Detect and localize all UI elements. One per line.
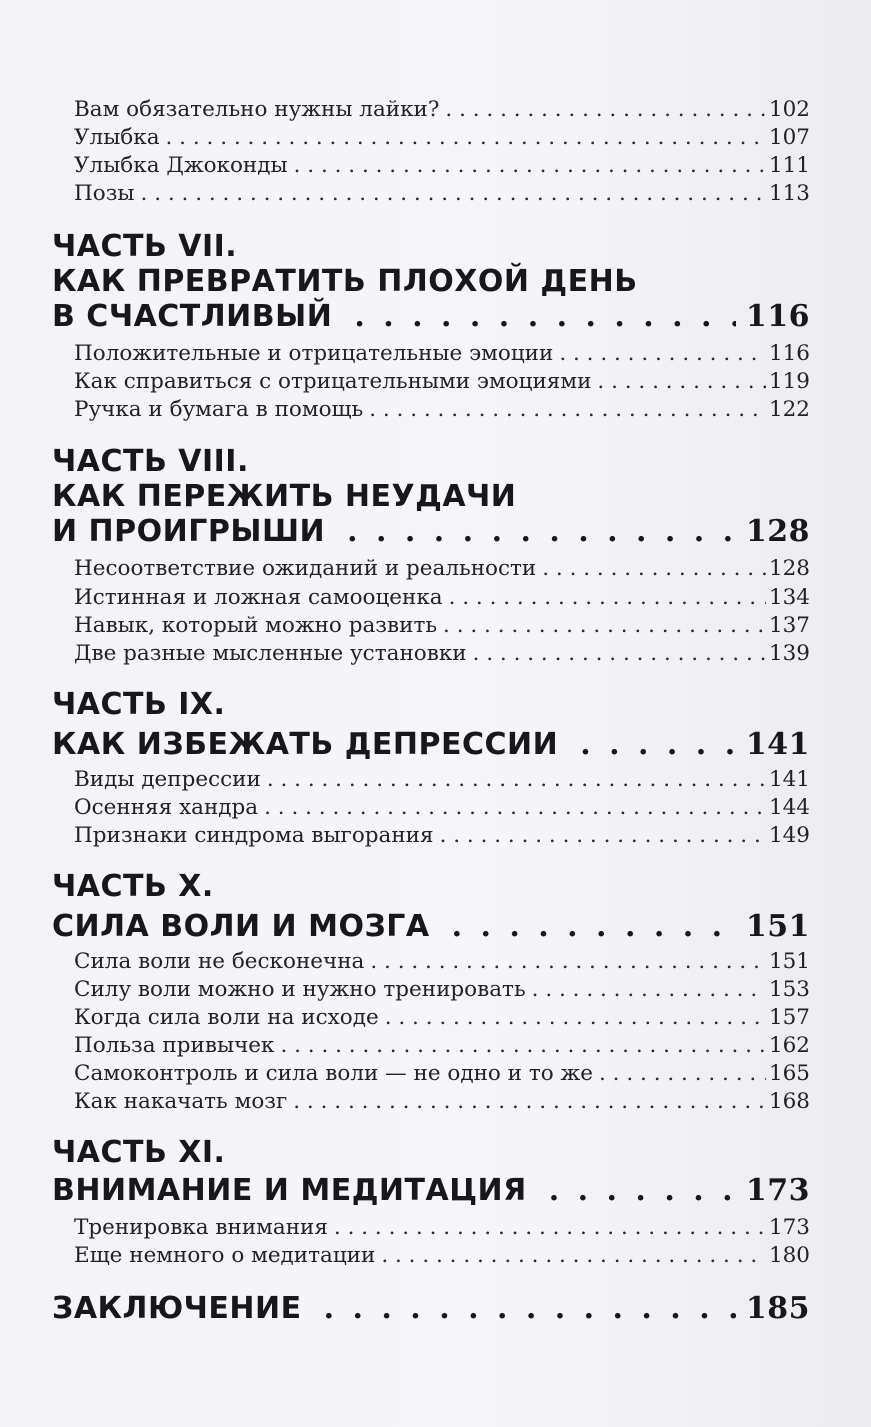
leader-dots [597, 368, 766, 396]
part-title: КАК ИЗБЕЖАТЬ ДЕПРЕССИИ [52, 727, 559, 762]
part-title-line[interactable] [52, 511, 810, 553]
leader-dots [542, 555, 766, 583]
toc-entry[interactable] [74, 1214, 810, 1242]
leader-dots [445, 96, 766, 124]
part-title: СИЛА ВОЛИ И МОЗГА [52, 909, 430, 944]
leader-dots [324, 1288, 736, 1330]
toc-entry-page: 107 [768, 125, 810, 150]
part-label: ЧАСТЬ XI. [52, 1135, 226, 1170]
leader-dots [141, 180, 766, 208]
toc-entry[interactable] [74, 1032, 810, 1060]
toc-entry-title: Осенняя хандра [74, 795, 259, 820]
part-title: КАК ПЕРЕЖИТЬ НЕУДАЧИ [52, 479, 517, 514]
leader-dots [354, 296, 736, 338]
part-label: ЧАСТЬ IX. [52, 687, 226, 722]
toc-entry-page: 113 [768, 181, 810, 206]
toc-entry[interactable] [74, 1060, 810, 1088]
toc-entry-page: 173 [768, 1215, 810, 1240]
toc-entry[interactable] [74, 584, 810, 612]
leader-dots [267, 766, 766, 794]
leader-dots [280, 1032, 766, 1060]
toc-entry[interactable] [74, 180, 810, 208]
toc-entry-page: 168 [768, 1089, 810, 1114]
leader-dots [440, 822, 766, 850]
toc-entry-title: Улыбка [74, 125, 160, 150]
toc-entry-title: Тренировка внимания [74, 1215, 328, 1240]
toc-entry[interactable] [74, 612, 810, 640]
toc-entry[interactable] [74, 396, 810, 424]
toc-entry[interactable] [74, 368, 810, 396]
toc-entry-title: Улыбка Джоконды [74, 153, 288, 178]
toc-entry-page: 111 [768, 153, 810, 178]
toc-entry-page: 151 [768, 949, 810, 974]
leader-dots [381, 1242, 766, 1270]
toc-entry-title: Истинная и ложная самооценка [74, 585, 443, 610]
toc-entry-page: 119 [768, 369, 810, 394]
part-title-line[interactable] [52, 724, 810, 766]
toc-entry[interactable] [74, 96, 810, 124]
toc-entry-page: 141 [768, 767, 810, 792]
toc-entry-page: 162 [768, 1033, 810, 1058]
toc-entry-title: Две разные мысленные установки [74, 641, 467, 666]
toc-entry-page: 180 [768, 1243, 810, 1268]
toc-entry-title: Еще немного о медитации [74, 1243, 376, 1268]
toc-entry-page: 139 [768, 641, 810, 666]
toc-entry[interactable] [74, 640, 810, 668]
toc-entry-title: Признаки синдрома выгорания [74, 823, 434, 848]
toc-entry[interactable] [74, 976, 810, 1004]
toc-entry[interactable] [74, 766, 810, 794]
toc-entry-title: Навык, который можно развить [74, 613, 438, 638]
toc-entry[interactable] [74, 555, 810, 583]
toc-entry[interactable] [74, 1088, 810, 1116]
toc-entry-title: Самоконтроль и сила воли — не одно и то же [74, 1061, 594, 1086]
toc-entry-title: Позы [74, 181, 135, 206]
toc-entry[interactable] [74, 124, 810, 152]
leader-dots [599, 1060, 766, 1088]
toc-entry-page: 134 [768, 585, 810, 610]
toc-entry[interactable] [74, 152, 810, 180]
part-page: 141 [745, 727, 810, 762]
leader-dots [549, 1170, 736, 1212]
toc-entry-page: 157 [768, 1005, 810, 1030]
toc-entry-title: Вам обязательно нужны лайки? [74, 97, 440, 122]
toc-entry-page: 122 [768, 397, 810, 422]
conclusion-line[interactable] [52, 1288, 810, 1330]
part-page: 151 [745, 909, 810, 944]
conclusion-title: ЗАКЛЮЧЕНИЕ [52, 1291, 302, 1326]
leader-dots [294, 152, 766, 180]
toc-entry-title: Когда сила воли на исходе [74, 1005, 379, 1030]
toc-entry-page: 149 [768, 823, 810, 848]
leader-dots [443, 612, 766, 640]
toc-entry-title: Как накачать мозг [74, 1089, 288, 1114]
toc-entry-page: 153 [768, 977, 810, 1002]
toc-entry-title: Силу воли можно и нужно тренировать [74, 977, 526, 1002]
part-title: И ПРОИГРЫШИ [52, 514, 326, 549]
part-page: 116 [745, 299, 810, 334]
toc-entry-title: Как справиться с отрицательными эмоциями [74, 369, 592, 394]
leader-dots [452, 906, 736, 948]
toc-entry-page: 137 [768, 613, 810, 638]
leader-dots [449, 584, 766, 612]
toc-entry-page: 116 [768, 341, 810, 366]
toc-entry-title: Ручка и бумага в помощь [74, 397, 364, 422]
toc-entry-title: Польза привычек [74, 1033, 275, 1058]
leader-dots [559, 340, 766, 368]
toc-entry-page: 165 [768, 1061, 810, 1086]
part-title: КАК ПРЕВРАТИТЬ ПЛОХОЙ ДЕНЬ [52, 264, 638, 299]
part-title-line[interactable] [52, 1170, 810, 1212]
leader-dots [369, 396, 766, 424]
part-title-line[interactable] [52, 296, 810, 338]
leader-dots [473, 640, 766, 668]
leader-dots [264, 794, 766, 822]
toc-entry[interactable] [74, 1242, 810, 1270]
leader-dots [370, 948, 766, 976]
leader-dots [532, 976, 766, 1004]
part-label: ЧАСТЬ VII. [52, 229, 238, 264]
toc-entry[interactable] [74, 822, 810, 850]
leader-dots [347, 511, 736, 553]
toc-entry[interactable] [74, 340, 810, 368]
toc-entry[interactable] [74, 948, 810, 976]
part-title-line[interactable] [52, 906, 810, 948]
toc-entry-page: 102 [768, 97, 810, 122]
conclusion-page: 185 [745, 1291, 810, 1326]
leader-dots [385, 1004, 766, 1032]
toc-entry[interactable] [74, 1004, 810, 1032]
leader-dots [334, 1214, 766, 1242]
toc-entry-title: Виды депрессии [74, 767, 261, 792]
leader-dots [293, 1088, 766, 1116]
part-title: ВНИМАНИЕ И МЕДИТАЦИЯ [52, 1173, 527, 1208]
toc-entry[interactable] [74, 794, 810, 822]
part-page: 173 [745, 1173, 810, 1208]
toc-entry-title: Сила воли не бесконечна [74, 949, 365, 974]
toc-entry-page: 144 [768, 795, 810, 820]
toc-entry-page: 128 [768, 556, 810, 581]
part-label: ЧАСТЬ X. [52, 869, 214, 904]
part-page: 128 [745, 514, 810, 549]
leader-dots [580, 724, 736, 766]
part-title: В СЧАСТЛИВЫЙ [52, 299, 333, 334]
toc-entry-title: Несоответствие ожиданий и реальности [74, 556, 537, 581]
leader-dots [166, 124, 766, 152]
toc-entry-title: Положительные и отрицательные эмоции [74, 341, 554, 366]
part-label: ЧАСТЬ VIII. [52, 444, 249, 479]
